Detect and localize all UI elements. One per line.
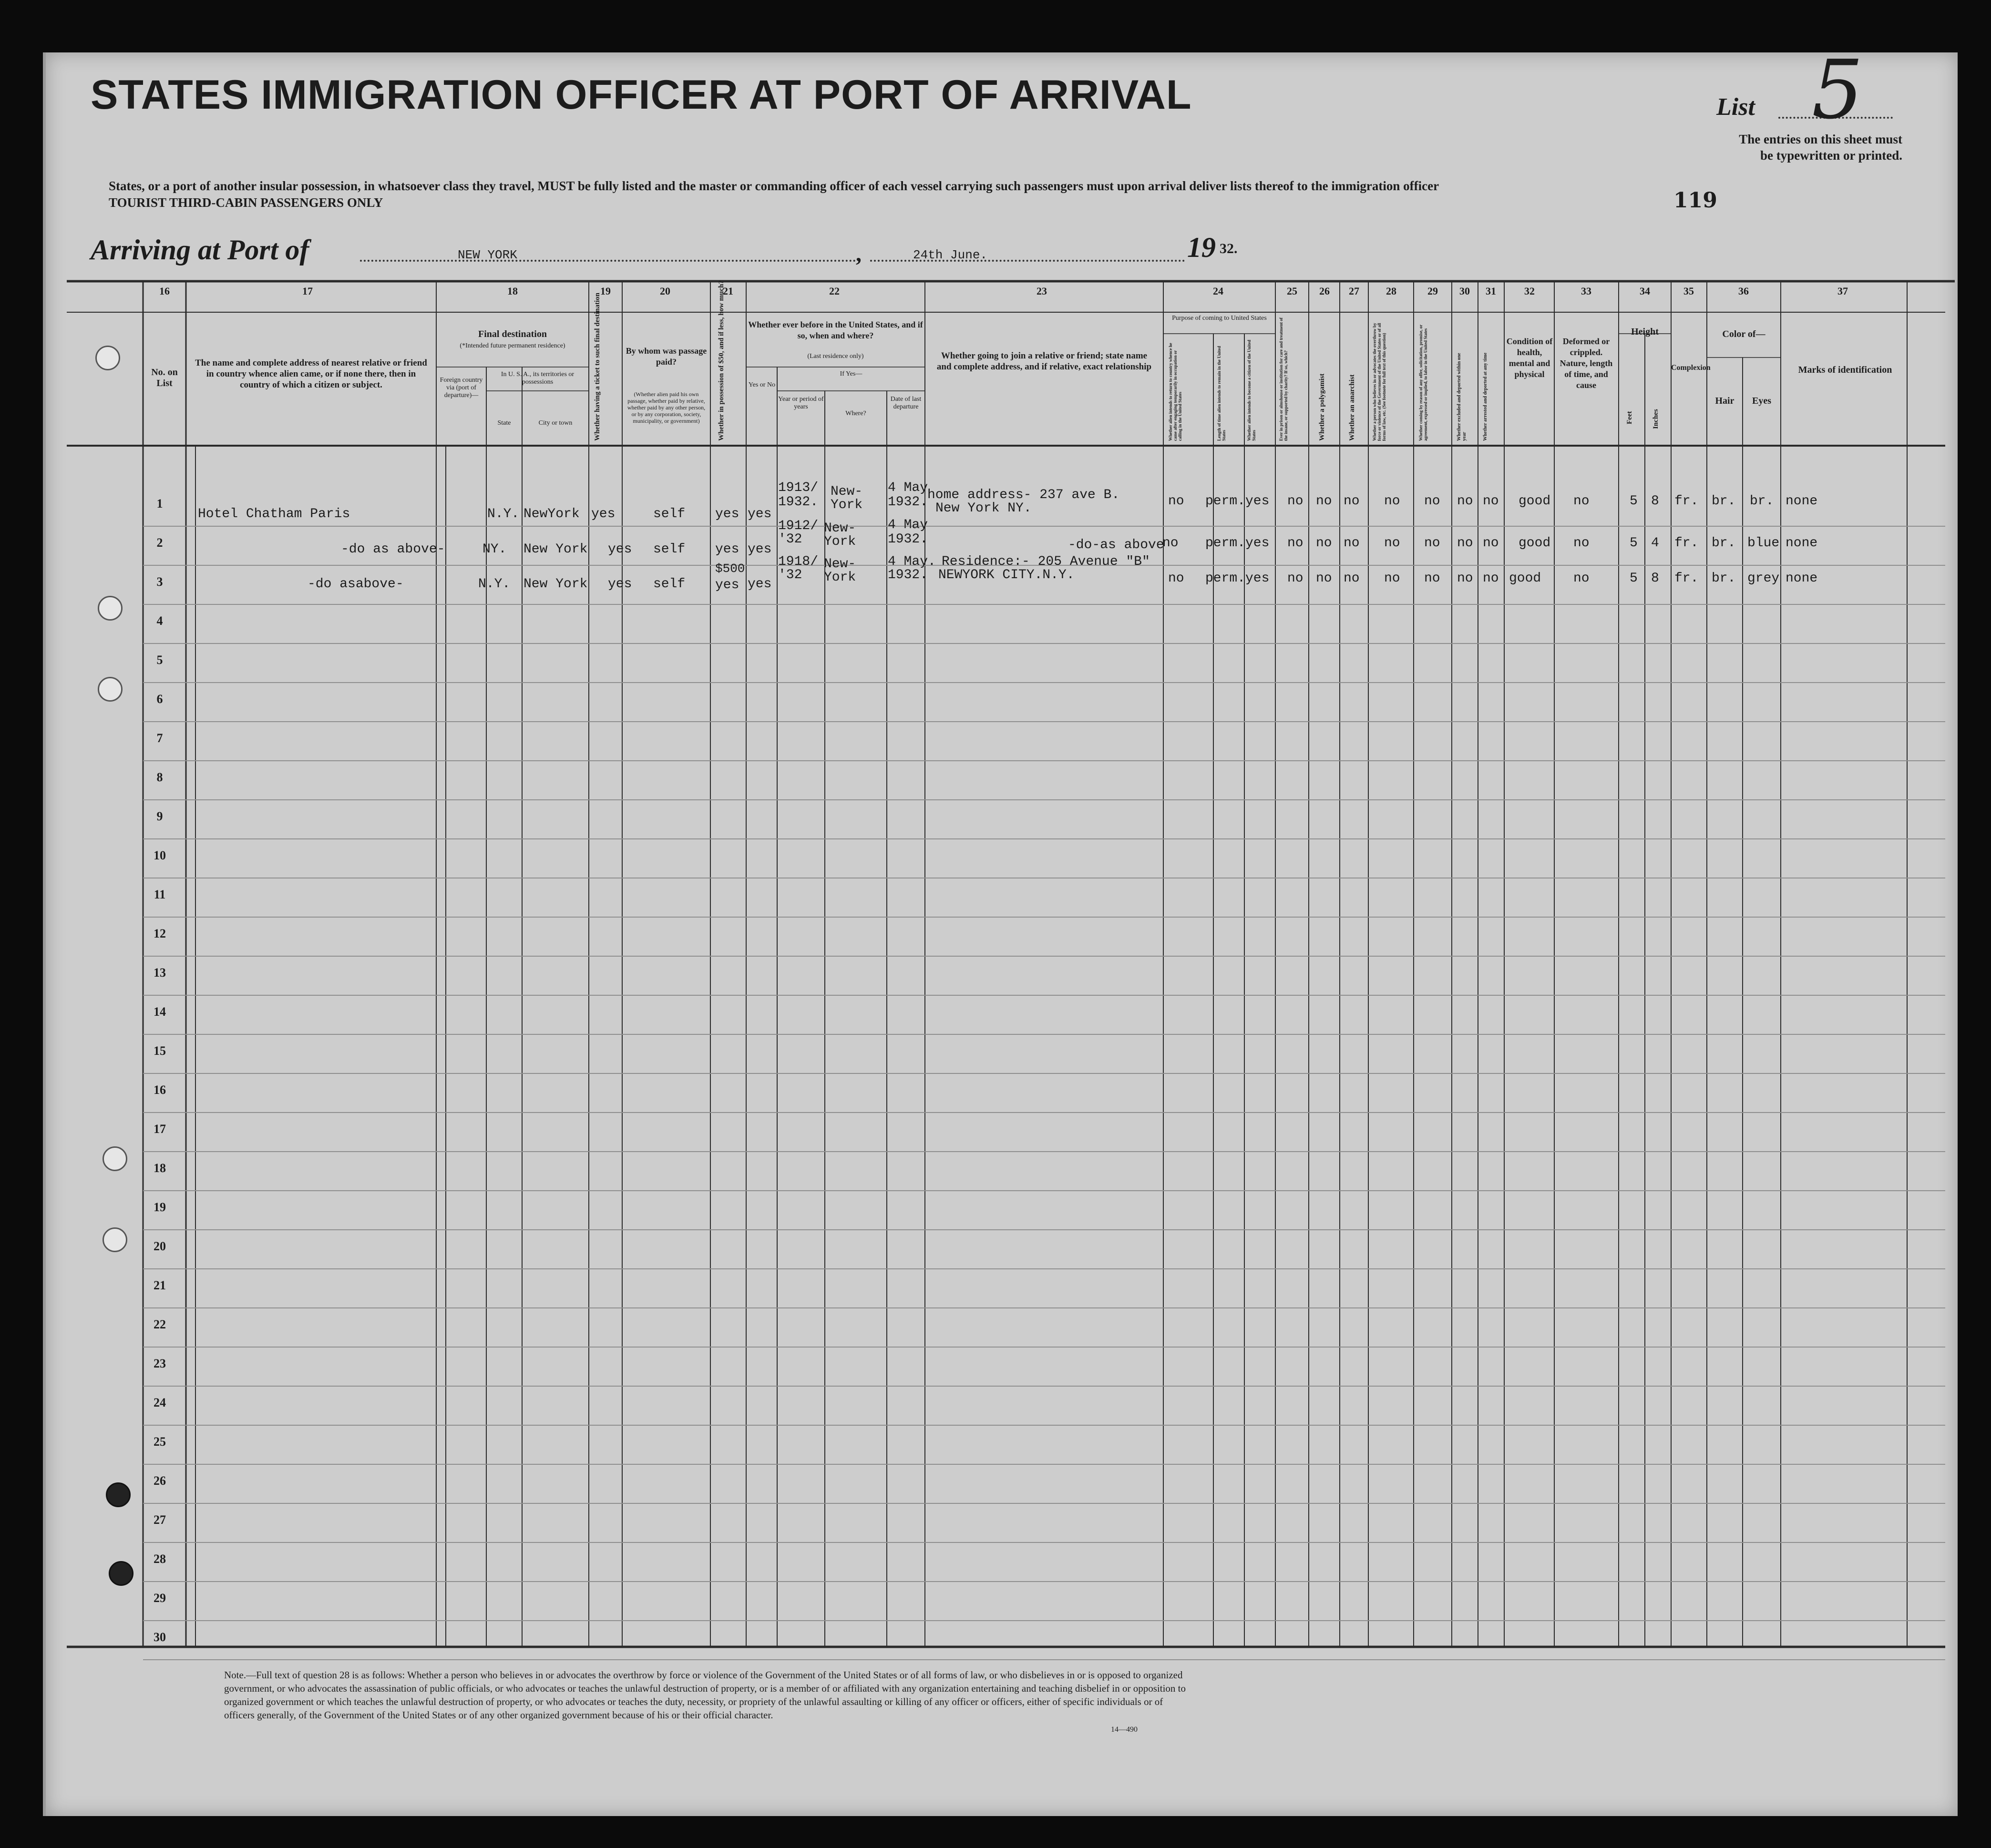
- row3-health: good: [1509, 571, 1541, 586]
- header-city-or-town: City or town: [538, 419, 573, 427]
- row1-hair: br.: [1712, 494, 1736, 509]
- row-number: 11: [154, 888, 166, 901]
- header-join-relative: Whether going to join a relative or friend; state name and complete address, and if relative, exact relationship: [936, 351, 1152, 372]
- row-number: 30: [154, 1630, 166, 1644]
- header-inches: Inches: [1652, 409, 1660, 429]
- row1-relative-address: Hotel Chatham Paris: [198, 507, 350, 521]
- row-number: 6: [156, 692, 163, 706]
- row3-eyes: grey: [1747, 571, 1780, 586]
- row-number: 29: [154, 1591, 166, 1605]
- row3-intends-citizen: yes: [1245, 571, 1270, 586]
- row2-possession: yes: [715, 542, 739, 557]
- row1-complexion: fr.: [1674, 494, 1699, 509]
- header-in-usa: In U. S. A., its territories or possessions: [501, 371, 575, 386]
- header-year-or-period: Year or period of years: [778, 396, 824, 410]
- row1-q29: no: [1424, 494, 1440, 509]
- row2-deformed: no: [1573, 536, 1590, 551]
- column-number: 16: [159, 285, 170, 297]
- row3-join-line2: NEWYORK CITY.N.Y.: [938, 568, 1075, 582]
- row3-departure-line2: 1932.: [888, 568, 928, 582]
- row2-ticket: yes: [608, 542, 632, 557]
- header-question-28: Whether a person who believes in or advocates the overthrow by force or violence of the Government of the United States or of all forms of law, etc. (See footnote for full text of this question): [1372, 323, 1386, 441]
- column-number: 31: [1486, 285, 1496, 297]
- row1-intends-return: no: [1168, 494, 1184, 509]
- column-number: 32: [1524, 285, 1535, 297]
- row3-join-line1: Residence:- 205 Avenue "B": [942, 554, 1150, 569]
- column-number: 28: [1386, 285, 1396, 297]
- instruction-line-2: TOURIST THIRD-CABIN PASSENGERS ONLY: [109, 195, 383, 210]
- column-number: 22: [829, 285, 840, 297]
- row-number: 10: [154, 848, 166, 862]
- header-if-yes: If Yes—: [840, 370, 862, 378]
- row-number: 14: [154, 1005, 166, 1019]
- column-number: 26: [1319, 285, 1330, 297]
- row3-year-line1: 1918/: [778, 554, 819, 569]
- header-intends-return: Whether alien intends to return to country whence he came after engaging temporarily in occupation or calling in the United States: [1168, 343, 1182, 441]
- header-deformed: Deformed or crippled. Nature, length of time, and cause: [1560, 337, 1613, 390]
- row-number: 23: [154, 1357, 166, 1370]
- row2-eyes: blue: [1747, 536, 1780, 551]
- column-number: 35: [1683, 285, 1694, 297]
- sheet-number: 119: [1673, 188, 1717, 213]
- row1-inches: 8: [1651, 494, 1659, 509]
- row2-state: NY.: [482, 542, 507, 557]
- row2-inches: 4: [1651, 536, 1659, 551]
- row1-q28: no: [1384, 494, 1400, 509]
- header-height: Height: [1631, 327, 1659, 337]
- header-ever-in-prison: Ever in prison or almshouse or institution for care and treatment of the insane, or supported by charity? If so, which?: [1279, 317, 1288, 441]
- row2-complexion: fr.: [1674, 536, 1699, 551]
- row1-polygamist: no: [1316, 494, 1332, 509]
- entries-note-line1: The entries on this sheet must: [1739, 132, 1902, 146]
- row3-q29: no: [1424, 571, 1440, 586]
- header-complexion: Complexion: [1671, 364, 1711, 372]
- row2-ever-before: yes: [748, 542, 772, 557]
- row1-city: NewYork: [523, 507, 580, 521]
- row3-year-line2: '32: [778, 568, 802, 582]
- row1-prison: no: [1287, 494, 1303, 509]
- row3-q28: no: [1384, 571, 1400, 586]
- row3-prison: no: [1287, 571, 1303, 586]
- row2-intends-return: no: [1162, 536, 1179, 551]
- header-hair: Hair: [1715, 396, 1734, 406]
- row-number: 27: [154, 1513, 166, 1527]
- row2-where-line2: York: [824, 534, 856, 549]
- arriving-label: Arriving at Port of: [91, 234, 309, 265]
- row2-arrested: no: [1483, 536, 1499, 551]
- header-marks-of-identification: Marks of identification: [1798, 365, 1892, 375]
- header-no-on-list: No. on List: [151, 367, 178, 388]
- row1-feet: 5: [1630, 494, 1638, 509]
- row2-prison: no: [1287, 536, 1303, 551]
- row1-anarchist: no: [1344, 494, 1360, 509]
- row2-departure-line2: 1932.: [888, 532, 928, 547]
- column-number: 34: [1640, 285, 1650, 297]
- row2-q28: no: [1384, 536, 1400, 551]
- row3-intends-return: no: [1168, 571, 1184, 586]
- row1-join-line1: home address- 237 ave B.: [927, 488, 1120, 502]
- header-foreign-country: Foreign country via (port of departure)—: [440, 377, 483, 399]
- row-number: 7: [156, 731, 163, 745]
- year-prefix: 19: [1187, 232, 1216, 263]
- row-number: 17: [154, 1122, 166, 1136]
- row3-ever-before: yes: [748, 577, 772, 592]
- row1-passage-paid: self: [653, 507, 686, 521]
- row2-city: New York: [523, 542, 588, 557]
- column-number: 24: [1213, 285, 1223, 297]
- header-ever-before: Whether ever before in the United States, and if so, when and where?: [748, 320, 923, 340]
- row3-possession: yes: [715, 578, 739, 592]
- row-number: 8: [156, 770, 163, 784]
- header-passage-paid-note: (Whether alien paid his own passage, whether paid by relative, whether paid by any other person, or by any corporation, society, municipality, or government): [627, 391, 706, 424]
- column-number: 25: [1287, 285, 1297, 297]
- instruction-line-1: States, or a port of another insular possession, in whatsoever class they travel, MUST be fully listed and the master or commanding officer of each vessel carrying such passengers must upon arrival deliver lists thereof to the immigration officer: [109, 179, 1439, 193]
- row-number: 22: [154, 1317, 166, 1331]
- row1-marks: none: [1786, 494, 1818, 509]
- row3-inches: 8: [1651, 571, 1659, 586]
- row-number: 4: [156, 614, 163, 628]
- header-polygamist: Whether a polygamist: [1318, 373, 1326, 441]
- row3-ticket: yes: [608, 577, 632, 592]
- row3-excluded: no: [1457, 571, 1473, 586]
- header-eyes: Eyes: [1752, 396, 1771, 406]
- header-passage-paid: By whom was passage paid?: [626, 346, 707, 367]
- row2-relative-address: -do as above-: [341, 542, 445, 557]
- row2-length-of-time: perm.: [1205, 536, 1246, 551]
- header-yes-or-no: Yes or No: [748, 381, 776, 388]
- header-final-destination: Final destination: [478, 329, 547, 339]
- row1-ticket: yes: [591, 507, 616, 521]
- column-number: 18: [507, 285, 518, 297]
- header-feet: Feet: [1626, 411, 1633, 424]
- row1-join-line2: New York NY.: [935, 501, 1032, 516]
- header-relative-address: The name and complete address of nearest relative or friend in country whence alien came, or if none there, then in country of which a citizen or subject.: [195, 358, 427, 390]
- row-number: 1: [156, 497, 163, 510]
- row2-hair: br.: [1712, 536, 1736, 551]
- row3-where-line1: New-: [824, 557, 856, 572]
- row-number: 18: [154, 1161, 166, 1175]
- column-number: 33: [1581, 285, 1591, 297]
- header-final-destination-note: (*Intended future permanent residence): [460, 342, 565, 349]
- page-title: STATES IMMIGRATION OFFICER AT PORT OF ARRIVAL: [91, 72, 1192, 118]
- entries-note-line2: be typewritten or printed.: [1760, 148, 1902, 163]
- header-last-residence: (Last residence only): [807, 353, 864, 360]
- row1-ever-before: yes: [748, 507, 772, 521]
- row2-departure-line1: 4 May: [888, 518, 928, 532]
- row2-year-line2: '32: [778, 532, 802, 547]
- row3-departure-line1: 4 May.: [888, 554, 936, 569]
- header-arrested-deported: Whether arrested and deported at any time: [1483, 352, 1488, 441]
- header-length-of-time: Length of time alien intends to remain in the United States: [1217, 346, 1226, 441]
- row2-year-line1: 1912/: [778, 519, 819, 533]
- header-question-29: Whether coming by reason of any offer, solicitation, promise, or agreement, expressed or implied, to labor in the United States: [1418, 325, 1428, 441]
- row-number: 15: [154, 1044, 166, 1058]
- header-excluded-deported: Whether excluded and deported within one year: [1457, 353, 1467, 441]
- header-condition-of-health: Condition of health, mental and physical: [1506, 337, 1553, 379]
- row-number: 12: [154, 927, 166, 940]
- row-number: 16: [154, 1083, 166, 1097]
- row-number: 3: [156, 575, 163, 589]
- column-number: 21: [723, 285, 733, 297]
- row3-length-of-time: perm.: [1205, 571, 1246, 586]
- row3-possession-amount: $500: [715, 562, 745, 576]
- column-number: 36: [1738, 285, 1749, 297]
- header-ticket: Whether having a ticket to such final destination: [594, 293, 601, 441]
- row1-deformed: no: [1573, 494, 1590, 509]
- row1-where-line2: York: [831, 498, 863, 512]
- row2-join-line1: -do-as above: [1068, 538, 1164, 552]
- header-purpose: Purpose of coming to United States: [1172, 315, 1267, 322]
- row3-state: N.Y.: [478, 577, 511, 592]
- column-number: 29: [1427, 285, 1438, 297]
- row-number: 24: [154, 1396, 166, 1409]
- column-number: 30: [1459, 285, 1470, 297]
- row-number: 2: [156, 536, 163, 550]
- row2-feet: 5: [1630, 536, 1638, 551]
- header-anarchist: Whether an anarchist: [1348, 374, 1356, 441]
- header-date-of-last-departure: Date of last departure: [890, 396, 922, 410]
- list-label: List: [1716, 93, 1755, 121]
- row3-polygamist: no: [1316, 571, 1332, 586]
- row-number: 21: [154, 1278, 166, 1292]
- row3-marks: none: [1786, 571, 1818, 586]
- column-number: 27: [1349, 285, 1359, 297]
- row-number: 25: [154, 1435, 166, 1449]
- comma: ,: [856, 241, 862, 266]
- column-number: 23: [1037, 285, 1047, 297]
- header-possession: Whether in possession of $50, and if less, how much?: [718, 280, 725, 441]
- form-number: 14—490: [1111, 1725, 1138, 1734]
- row1-year-line1: 1913/: [778, 480, 819, 495]
- row2-health: good: [1519, 536, 1551, 551]
- row1-length-of-time: perm.: [1205, 494, 1246, 509]
- header-color-of: Color of—: [1722, 329, 1765, 339]
- column-number: 17: [302, 285, 313, 297]
- column-number: 37: [1837, 285, 1848, 297]
- row1-state: N.Y.: [487, 507, 520, 521]
- row3-feet: 5: [1630, 571, 1638, 586]
- row2-marks: none: [1786, 536, 1818, 551]
- row1-possession: yes: [715, 507, 739, 521]
- row2-polygamist: no: [1316, 536, 1332, 551]
- row-number: 28: [154, 1552, 166, 1566]
- row3-deformed: no: [1573, 571, 1590, 586]
- row2-where-line1: New-: [824, 521, 856, 536]
- row3-relative-address: -do asabove-: [308, 577, 404, 592]
- row2-excluded: no: [1457, 536, 1473, 551]
- row1-departure-line2: 1932.: [888, 495, 928, 510]
- row3-arrested: no: [1483, 571, 1499, 586]
- footnote: Note.—Full text of question 28 is as follows: Whether a person who believes in or advocates the overthrow by force or violence of the Government of the United States or of all forms of law, or who disbelieves in or is opposed to organized government, or who advocates the assassination of public officials, or who advocates or teaches the unlawful destruction of property, or is a member of or affiliated with any organization entertaining and teaching disbelief in or opposition to organized government or which teaches the unlawful destruction of property, or who advocates or teaches the duty, necessity, or propriety of the unlawful assaulting or killing of any officer or officers, either of specific individuals or of officers generally, of the Government of the United States or of any other organized government because of his or their official character.: [224, 1669, 1186, 1721]
- row2-q29: no: [1424, 536, 1440, 551]
- row-number: 13: [154, 966, 166, 980]
- row3-complexion: fr.: [1674, 571, 1699, 586]
- row3-anarchist: no: [1344, 571, 1360, 586]
- date-value: 24th June.: [913, 248, 988, 262]
- header-state: State: [497, 419, 511, 427]
- row-number: 26: [154, 1474, 166, 1488]
- list-number: 5: [1812, 43, 1864, 137]
- column-number: 19: [600, 285, 611, 297]
- row2-passage-paid: self: [653, 542, 686, 557]
- row-number: 9: [156, 809, 163, 823]
- row1-eyes: br.: [1750, 494, 1774, 509]
- header-where: Where?: [845, 410, 866, 417]
- row2-anarchist: no: [1344, 536, 1360, 551]
- row3-city: New York: [523, 577, 588, 592]
- header-intends-citizen: Whether alien intends to become a citizen of the United States: [1247, 339, 1256, 441]
- row2-intends-citizen: yes: [1245, 536, 1270, 551]
- year-suffix: 32.: [1220, 241, 1238, 256]
- row1-intends-citizen: yes: [1245, 494, 1270, 509]
- port-value: NEW YORK: [458, 248, 517, 262]
- row1-health: good: [1519, 494, 1551, 509]
- row-number: 20: [154, 1239, 166, 1253]
- row3-hair: br.: [1712, 571, 1736, 586]
- row3-where-line2: York: [824, 570, 856, 585]
- row1-excluded: no: [1457, 494, 1473, 509]
- column-number: 20: [660, 285, 670, 297]
- row1-departure-line1: 4 May: [888, 480, 928, 495]
- row-number: 5: [156, 653, 163, 667]
- row1-year-line2: 1932.: [778, 495, 819, 510]
- row-number: 19: [154, 1200, 166, 1214]
- row3-passage-paid: self: [653, 577, 686, 592]
- row1-where-line1: New-: [831, 484, 863, 499]
- row1-arrested: no: [1483, 494, 1499, 509]
